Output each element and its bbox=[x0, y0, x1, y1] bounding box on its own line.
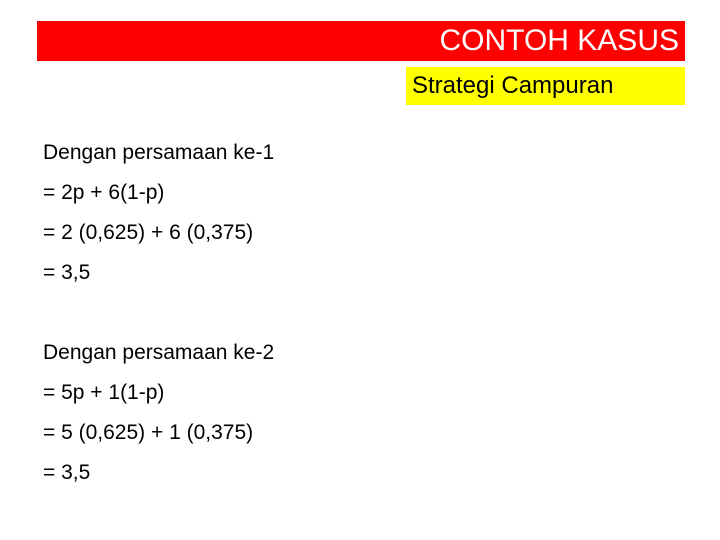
equation-section-1 bbox=[43, 133, 603, 293]
equation-line: = 5p + 1(1-p) bbox=[43, 381, 165, 404]
equation-result: = 3,5 bbox=[43, 461, 91, 484]
page-subtitle: Strategi Campuran bbox=[412, 72, 614, 99]
equation-line: = 2p + 6(1-p) bbox=[43, 181, 165, 204]
equation-section-2 bbox=[43, 333, 603, 493]
section-heading-2: Dengan persamaan ke-2 bbox=[43, 341, 275, 364]
equation-line: = 5 (0,625) + 1 (0,375) bbox=[43, 421, 254, 444]
title-banner bbox=[37, 21, 685, 61]
page-title: CONTOH KASUS bbox=[439, 24, 679, 57]
equation-line: = 2 (0,625) + 6 (0,375) bbox=[43, 221, 254, 244]
equation-result: = 3,5 bbox=[43, 261, 91, 284]
section-heading-1: Dengan persamaan ke-1 bbox=[43, 141, 275, 164]
subtitle-box bbox=[406, 67, 685, 105]
